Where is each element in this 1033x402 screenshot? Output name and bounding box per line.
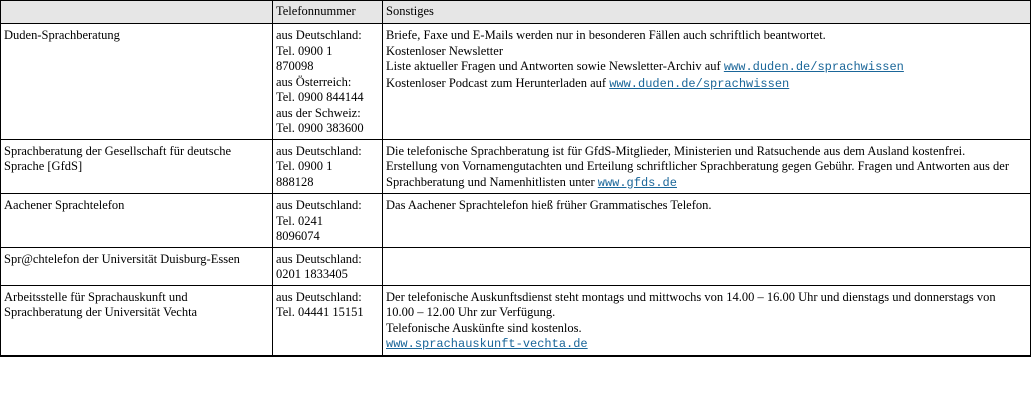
other-text-with-link xyxy=(386,336,1026,353)
table-row xyxy=(1,24,1031,140)
row-other xyxy=(383,194,1031,248)
table-row xyxy=(1,247,1031,285)
row-phone xyxy=(273,247,383,285)
other-text: Briefe, Faxe und E-Mails werden nur in besonderen Fällen auch schriftlich beantwortet. xyxy=(386,28,826,42)
header-row xyxy=(1,1,1031,24)
other-text: Der telefonische Auskunftsdienst steht montags und mittwochs von 14.00 – 16.00 Uhr und dienstags und donnerstags von 10.00 – 12.00 Uhr zur Verfügung. xyxy=(386,289,996,319)
other-text: Kostenloser Newsletter xyxy=(386,43,503,58)
duden-archive-link[interactable]: www.duden.de/sprachwissen xyxy=(723,60,904,74)
row-phone xyxy=(273,194,383,248)
other-text: Erstellung von Vornamengutachten und Erteilung schriftlicher Sprachberatung gegen Gebühr. Fragen und Antworten aus der Sprachberatung und Namenhitlisten unter xyxy=(386,159,1009,189)
header-phone: Telefonnummer xyxy=(273,1,383,24)
other-text: Das Aachener Sprachtelefon hieß früher Grammatisches Telefon. xyxy=(386,198,712,212)
row-name: Aachener Sprachtelefon xyxy=(1,194,273,248)
other-text-with-link xyxy=(386,59,1026,76)
gfds-link[interactable]: www.gfds.de xyxy=(597,175,677,190)
phone-line: Tel. 0241 xyxy=(276,213,324,228)
other-text: Die telefonische Sprachberatung ist für GfdS-Mitglieder, Ministerien und Ratsuchende aus dem Ausland kostenfrei. xyxy=(386,143,966,158)
other-text: Telefonische Auskünfte sind kostenlos. xyxy=(386,320,582,335)
phone-line: Tel. 04441 15151 xyxy=(276,305,364,319)
phone-line: 870098 xyxy=(276,59,314,73)
phone-line: Tel. 0900 383600 xyxy=(276,121,364,135)
phone-line: aus der Schweiz: xyxy=(276,105,361,120)
row-phone xyxy=(273,24,383,140)
other-text: Liste aktueller Fragen und Antworten sowie Newsletter-Archiv auf xyxy=(386,59,724,73)
phone-line: Tel. 0900 844144 xyxy=(276,90,364,104)
phone-line: 888128 xyxy=(276,174,314,189)
other-text-with-link xyxy=(386,159,1026,191)
header-other: Sonstiges xyxy=(383,1,1031,24)
row-name: Spr@chtelefon der Universität Duisburg-Essen xyxy=(1,247,273,285)
phone-line: 8096074 xyxy=(276,229,320,243)
row-phone xyxy=(273,285,383,356)
row-phone xyxy=(273,139,383,194)
row-other xyxy=(383,139,1031,194)
row-other xyxy=(383,24,1031,140)
phone-line: aus Deutschland: xyxy=(276,198,362,212)
row-name: Duden-Sprachberatung xyxy=(1,24,273,140)
other-text-with-link xyxy=(386,76,1026,93)
phone-line: aus Deutschland: xyxy=(276,28,362,42)
phone-line: aus Deutschland: xyxy=(276,143,362,158)
phone-line: aus Deutschland: xyxy=(276,251,362,266)
table-row xyxy=(1,194,1031,248)
phone-line: 0201 1833405 xyxy=(276,267,348,281)
phone-line: Tel. 0900 1 xyxy=(276,43,333,58)
duden-podcast-link[interactable]: www.duden.de/sprachwissen xyxy=(609,76,790,91)
row-name: Sprachberatung der Gesellschaft für deutsche Sprache [GfdS] xyxy=(1,139,273,194)
vechta-link[interactable]: www.sprachauskunft-vechta.de xyxy=(386,337,588,351)
table-row xyxy=(1,285,1031,356)
phone-line: aus Deutschland: xyxy=(276,289,362,304)
table-row xyxy=(1,139,1031,194)
row-other xyxy=(383,285,1031,356)
other-text: Kostenloser Podcast zum Herunterladen auf xyxy=(386,75,610,90)
row-other xyxy=(383,247,1031,285)
phone-line: aus Österreich: xyxy=(276,74,352,89)
row-name: Arbeitsstelle für Sprachauskunft und Sprachberatung der Universität Vechta xyxy=(1,285,273,356)
phone-line: Tel. 0900 1 xyxy=(276,159,333,173)
header-name xyxy=(1,1,273,24)
